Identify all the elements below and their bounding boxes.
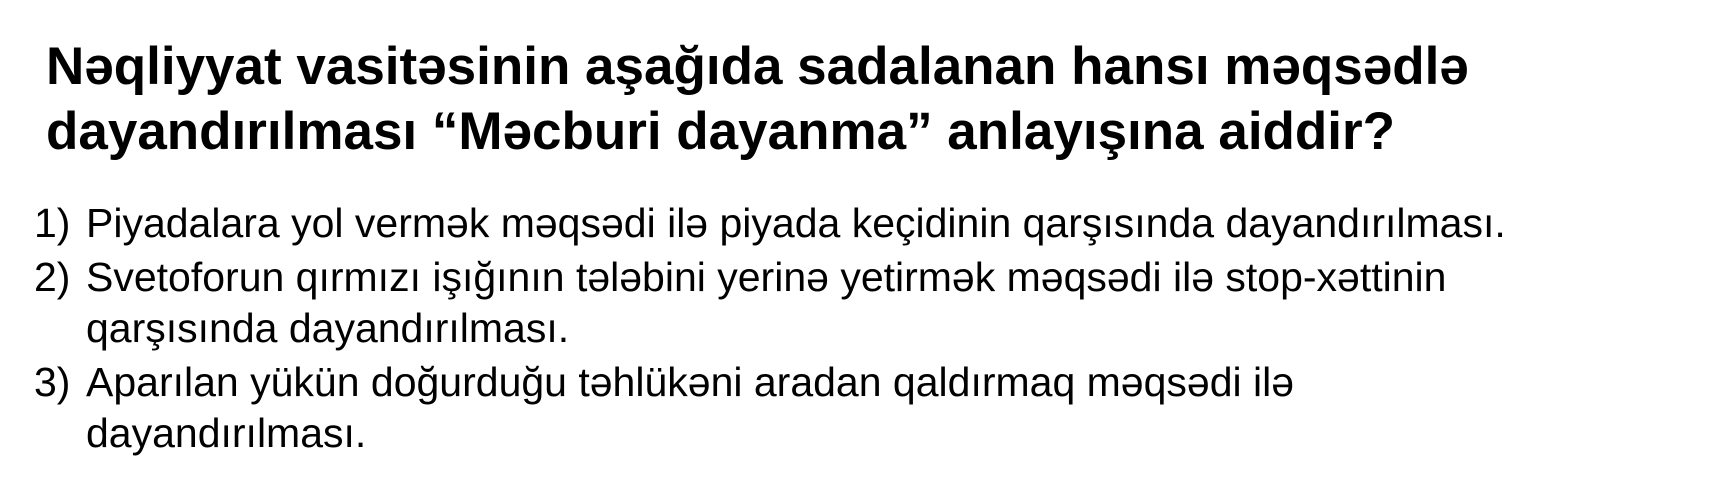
option-text: Aparılan yükün doğurduğu təhlükəni aradan qaldırmaq məqsədi ilə dayandırılması. [86,359,1295,456]
answer-option-1[interactable] [34,198,1714,249]
option-number: 1) [34,200,71,246]
option-text: Svetoforun qırmızı işığının tələbini yerinə yetirmək məqsədi ilə stop-xəttinin qarşısında dayandırılması. [86,254,1447,351]
answer-options-list [34,198,1714,462]
question-text: Nəqliyyat vasitəsinin aşağıda sadalanan hansı məqsədlə dayandırılması “Məcburi dayanma” anlayışına aiddir? [46,37,1469,161]
option-number: 3) [34,359,71,405]
option-number: 2) [34,254,71,300]
answer-option-2[interactable] [34,252,1714,354]
option-text: Piyadalara yol vermək məqsədi ilə piyada keçidinin qarşısında dayandırılması. [86,200,1506,246]
answer-option-3[interactable] [34,357,1714,459]
